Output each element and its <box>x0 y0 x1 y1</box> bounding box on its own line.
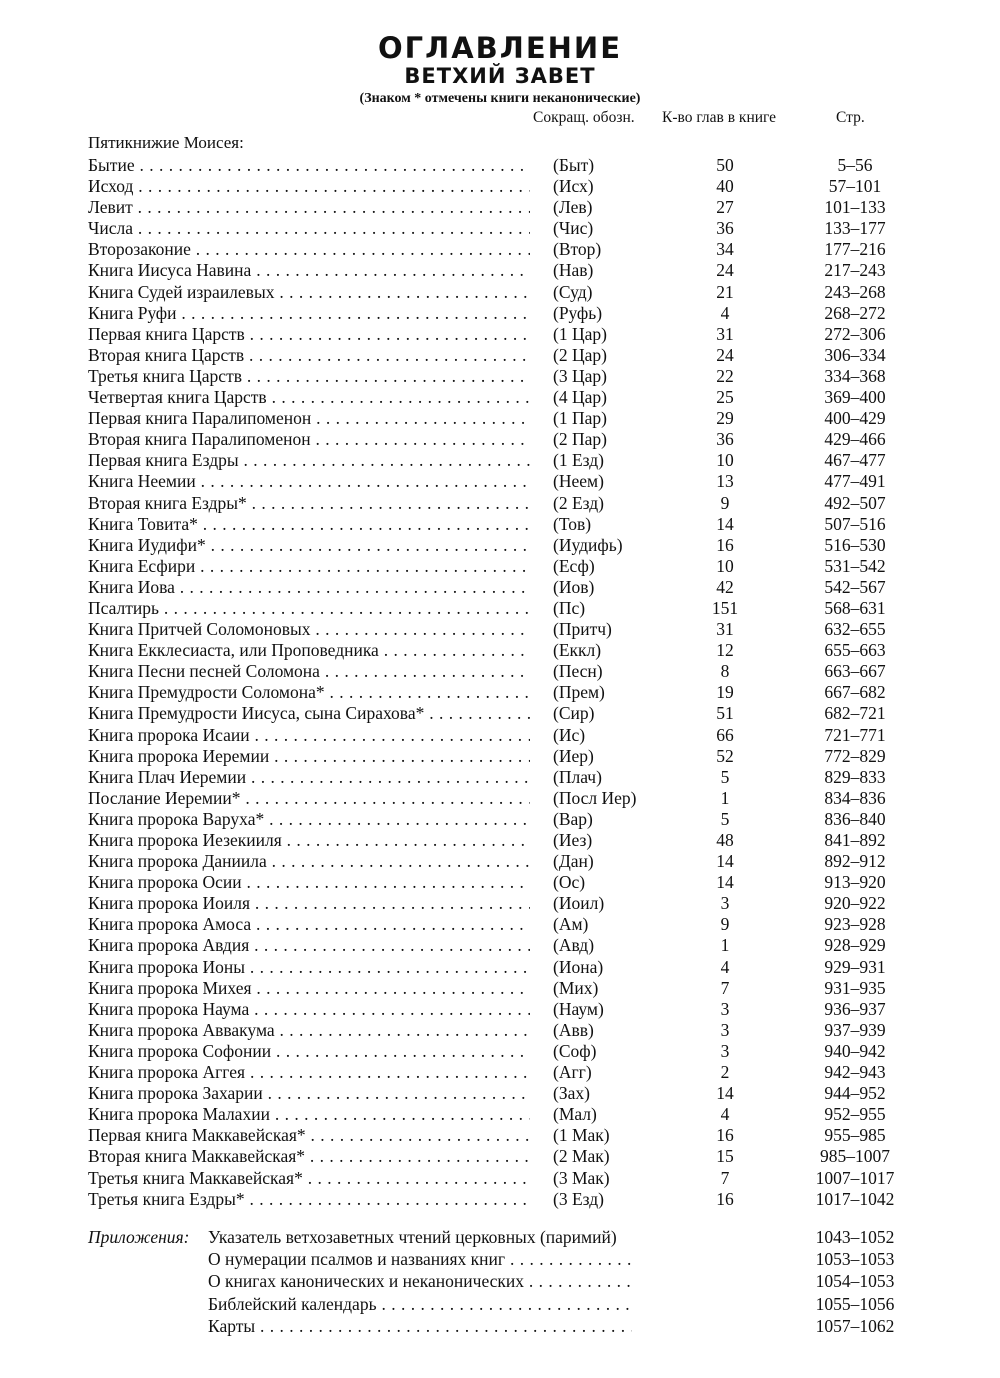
book-chapters: 1 <box>720 787 730 808</box>
book-pages: 836–840 <box>824 808 886 829</box>
book-abbr: (Плач) <box>553 766 602 787</box>
book-name: Третья книга Маккавейская* . . . <box>88 1168 530 1189</box>
book-chapters: 48 <box>716 830 734 850</box>
book-pages: 101–133 <box>824 197 886 218</box>
book-name: Книга пророка Даниила . . . <box>88 851 530 872</box>
book-chapters: 7 <box>720 1167 730 1188</box>
book-pages: 243–268 <box>824 281 886 302</box>
toc-row <box>0 260 1000 281</box>
appendix-item-pages: 1053–1053 <box>815 1249 895 1270</box>
book-pages: 272–306 <box>824 323 886 344</box>
book-chapters: 2 <box>720 1062 730 1083</box>
book-abbr: (Авв) <box>553 1019 594 1040</box>
book-abbr: (Иудифь) <box>553 534 623 555</box>
toc-row <box>0 1041 1000 1062</box>
book-name: Книга пророка Иезекииля . . . <box>88 830 530 851</box>
book-chapters: 8 <box>720 661 730 682</box>
book-pages: 682–721 <box>824 703 886 724</box>
book-chapters: 1 <box>720 935 730 956</box>
toc-row <box>0 366 1000 387</box>
book-chapters: 36 <box>716 218 734 239</box>
appendix-item-name: Карты . . . <box>208 1315 632 1337</box>
appendix-row <box>0 1270 1000 1292</box>
book-abbr: (Руфь) <box>553 302 603 323</box>
toc-row <box>0 746 1000 767</box>
toc-row <box>0 914 1000 935</box>
book-chapters: 13 <box>716 471 734 492</box>
book-name: Книга Есфири . . . <box>88 556 530 577</box>
book-chapters: 16 <box>716 1188 734 1209</box>
toc-row <box>0 1189 1000 1210</box>
toc-row <box>0 493 1000 514</box>
book-chapters: 29 <box>716 408 734 429</box>
book-pages: 829–833 <box>824 766 886 787</box>
toc-row <box>0 176 1000 197</box>
toc-row <box>0 1168 1000 1189</box>
book-pages: 369–400 <box>824 387 886 408</box>
book-name: Книга пророка Аггея . . . <box>88 1062 530 1083</box>
toc-row <box>0 725 1000 746</box>
book-chapters: 50 <box>716 155 734 175</box>
book-pages: 663–667 <box>824 661 886 682</box>
toc-row <box>0 893 1000 914</box>
book-abbr: (Еккл) <box>553 640 602 661</box>
book-name: Книга Притчей Соломоновых . . . <box>88 619 530 640</box>
book-abbr: (1 Езд) <box>553 450 604 471</box>
book-abbr: (Прем) <box>553 682 605 703</box>
book-abbr: (Ам) <box>553 914 589 935</box>
book-abbr: (Суд) <box>553 281 593 302</box>
book-pages: 133–177 <box>824 218 886 239</box>
toc-row <box>0 1062 1000 1083</box>
toc-row <box>0 598 1000 619</box>
book-name: Книга Песни песней Соломона . . . <box>88 661 530 682</box>
book-abbr: (Нав) <box>553 260 594 281</box>
book-abbr: (3 Мак) <box>553 1167 610 1188</box>
book-abbr: (1 Мак) <box>553 1125 610 1146</box>
appendix-list <box>0 1226 1000 1337</box>
book-abbr: (2 Пар) <box>553 429 607 450</box>
book-name: Псалтирь . . . <box>88 598 530 619</box>
book-name: Книга Иудифи* . . . <box>88 535 530 556</box>
page-subtitle: ВЕТХИЙ ЗАВЕТ <box>404 64 596 88</box>
book-pages: 892–912 <box>824 851 886 872</box>
column-header-abbr: Сокращ. обозн. <box>533 109 635 126</box>
toc-row <box>0 935 1000 956</box>
book-chapters: 9 <box>720 914 730 935</box>
book-chapters: 10 <box>716 555 734 576</box>
book-pages: 477–491 <box>824 471 886 492</box>
book-abbr: (Лев) <box>553 197 593 218</box>
book-pages: 306–334 <box>824 344 886 365</box>
book-pages: 655–663 <box>824 640 886 661</box>
book-name: Бытие . . . <box>88 155 530 176</box>
book-pages: 1017–1042 <box>815 1188 895 1209</box>
book-name: Книга Плач Иеремии . . . <box>88 767 530 788</box>
book-name: Книга пророка Осии . . . <box>88 872 530 893</box>
book-chapters: 51 <box>716 703 734 724</box>
book-pages: 400–429 <box>824 408 886 429</box>
book-abbr: (Мал) <box>553 1104 597 1125</box>
toc-row <box>0 978 1000 999</box>
toc-row <box>0 303 1000 324</box>
book-abbr: (Иоил) <box>553 893 605 914</box>
book-pages: 467–477 <box>824 450 886 471</box>
book-pages: 516–530 <box>824 534 886 555</box>
book-abbr: (Соф) <box>553 1040 597 1061</box>
toc-row <box>0 408 1000 429</box>
toc-row <box>0 851 1000 872</box>
toc-row <box>0 830 1000 851</box>
book-chapters: 5 <box>720 808 730 829</box>
toc-row <box>0 767 1000 788</box>
book-abbr: (Агг) <box>553 1062 592 1083</box>
toc-row <box>0 450 1000 471</box>
appendix-item-name: Указатель ветхозаветных чтений церковных (паримий) <box>208 1227 617 1247</box>
book-pages: 940–942 <box>824 1040 886 1061</box>
book-chapters: 31 <box>716 323 734 344</box>
book-pages: 952–955 <box>824 1104 886 1125</box>
book-abbr: (2 Мак) <box>553 1146 610 1167</box>
book-abbr: (Есф) <box>553 555 595 576</box>
book-name: Послание Иеремии* . . . <box>88 788 530 809</box>
toc-row <box>0 239 1000 260</box>
book-pages: 507–516 <box>824 513 886 534</box>
book-chapters: 151 <box>711 597 739 618</box>
book-pages: 429–466 <box>824 429 886 450</box>
book-abbr: (Иона) <box>553 956 604 977</box>
appendix-item-name: О нумерации псалмов и названиях книг . . . <box>208 1248 632 1270</box>
toc-row <box>0 324 1000 345</box>
book-pages: 217–243 <box>824 260 886 281</box>
book-abbr: (Вар) <box>553 808 593 829</box>
book-name: Книга Иова . . . <box>88 577 530 598</box>
book-chapters: 4 <box>720 956 730 977</box>
book-pages: 531–542 <box>824 555 886 576</box>
appendix-item-pages: 1057–1062 <box>815 1315 895 1336</box>
book-name: Книга Премудрости Иисуса, сына Сирахова* . . . <box>88 703 530 724</box>
book-abbr: (4 Цар) <box>553 387 607 408</box>
book-pages: 944–952 <box>824 1083 886 1104</box>
book-chapters: 14 <box>716 851 734 872</box>
book-abbr: (Зах) <box>553 1083 590 1104</box>
book-name: Книга пророка Аввакума . . . <box>88 1020 530 1041</box>
book-abbr: (3 Цар) <box>553 365 607 386</box>
appendix-row <box>0 1293 1000 1315</box>
book-abbr: (Исх) <box>553 176 594 197</box>
toc-row <box>0 809 1000 830</box>
book-pages: 568–631 <box>824 597 886 618</box>
toc-row <box>0 1125 1000 1146</box>
book-pages: 632–655 <box>824 619 886 640</box>
appendix-item-pages: 1054–1053 <box>815 1271 895 1292</box>
book-chapters: 16 <box>716 534 734 555</box>
book-chapters: 36 <box>716 429 734 450</box>
book-chapters: 14 <box>716 513 734 534</box>
book-name: Числа . . . <box>88 218 530 239</box>
book-chapters: 5 <box>720 766 730 787</box>
book-abbr: (Наум) <box>553 998 604 1019</box>
book-abbr: (Иов) <box>553 576 595 597</box>
book-name: Исход . . . <box>88 176 530 197</box>
book-name: Книга Иисуса Навина . . . <box>88 260 530 281</box>
toc-row <box>0 429 1000 450</box>
toc-row <box>0 577 1000 598</box>
toc-row <box>0 703 1000 724</box>
book-chapters: 3 <box>720 998 730 1019</box>
book-pages: 931–935 <box>824 977 886 998</box>
book-name: Книга пророка Исаии . . . <box>88 725 530 746</box>
toc-row <box>0 999 1000 1020</box>
book-abbr: (Неем) <box>553 471 604 492</box>
book-pages: 928–929 <box>824 935 886 956</box>
book-abbr: (Чис) <box>553 218 594 239</box>
book-pages: 721–771 <box>824 724 886 745</box>
book-chapters: 52 <box>716 745 734 766</box>
book-chapters: 34 <box>716 239 734 260</box>
book-pages: 334–368 <box>824 365 886 386</box>
book-name: Вторая книга Царств . . . <box>88 345 530 366</box>
toc-row <box>0 1146 1000 1167</box>
book-pages: 841–892 <box>824 830 886 850</box>
book-abbr: (Иез) <box>553 830 593 850</box>
book-abbr: (Пс) <box>553 597 586 618</box>
book-abbr: (Посл Иер) <box>553 787 637 808</box>
book-name: Книга пророка Михея . . . <box>88 978 530 999</box>
toc-row <box>0 471 1000 492</box>
book-abbr: (Сир) <box>553 703 595 724</box>
book-name: Левит . . . <box>88 197 530 218</box>
book-pages: 937–939 <box>824 1019 886 1040</box>
appendix-row <box>0 1315 1000 1337</box>
book-chapters: 3 <box>720 1019 730 1040</box>
book-pages: 985–1007 <box>820 1146 890 1167</box>
book-name: Книга пророка Иеремии . . . <box>88 746 530 767</box>
book-abbr: (Притч) <box>553 619 612 640</box>
toc-row <box>0 1020 1000 1041</box>
book-name: Книга пророка Амоса . . . <box>88 914 530 935</box>
book-chapters: 4 <box>720 1104 730 1125</box>
book-abbr: (Авд) <box>553 935 595 956</box>
book-chapters: 24 <box>716 344 734 365</box>
book-name: Второзаконие . . . <box>88 239 530 260</box>
book-chapters: 24 <box>716 260 734 281</box>
book-name: Вторая книга Маккавейская* . . . <box>88 1146 530 1167</box>
book-chapters: 19 <box>716 682 734 703</box>
book-name: Вторая книга Паралипоменон . . . <box>88 429 530 450</box>
toc-row <box>0 640 1000 661</box>
book-name: Книга пророка Варуха* . . . <box>88 809 530 830</box>
book-chapters: 7 <box>720 977 730 998</box>
books-list <box>0 155 1000 1210</box>
book-pages: 955–985 <box>824 1125 886 1146</box>
book-pages: 667–682 <box>824 682 886 703</box>
book-name: Книга пророка Ионы . . . <box>88 957 530 978</box>
book-name: Книга пророка Иоиля . . . <box>88 893 530 914</box>
canonical-note: (Знаком * отмечены книги неканонические) <box>359 91 641 106</box>
toc-row <box>0 197 1000 218</box>
book-abbr: (Песн) <box>553 661 603 682</box>
book-pages: 923–928 <box>824 914 886 935</box>
book-pages: 177–216 <box>824 239 886 260</box>
appendix-item-name: Библейский календарь . . . <box>208 1293 632 1315</box>
book-pages: 5–56 <box>837 155 873 175</box>
toc-row <box>0 1104 1000 1125</box>
book-chapters: 15 <box>716 1146 734 1167</box>
book-chapters: 22 <box>716 365 734 386</box>
appendix-item-name: О книгах канонических и неканонических . . . <box>208 1270 632 1292</box>
book-name: Книга пророка Софонии . . . <box>88 1041 530 1062</box>
book-name: Книга пророка Наума . . . <box>88 999 530 1020</box>
book-pages: 936–937 <box>824 998 886 1019</box>
book-name: Книга Неемии . . . <box>88 471 530 492</box>
book-chapters: 14 <box>716 872 734 893</box>
book-chapters: 42 <box>716 576 734 597</box>
section-title: Пятикнижие Моисея: <box>88 133 244 152</box>
book-name: Книга Товита* . . . <box>88 514 530 535</box>
book-chapters: 9 <box>720 492 730 513</box>
book-abbr: (Ос) <box>553 872 586 893</box>
book-name: Книга пророка Захарии . . . <box>88 1083 530 1104</box>
toc-row <box>0 387 1000 408</box>
book-name: Книга пророка Авдия . . . <box>88 935 530 956</box>
book-pages: 1007–1017 <box>815 1167 895 1188</box>
page-title: ОГЛАВЛЕНИЕ <box>377 31 622 65</box>
toc-row <box>0 155 1000 176</box>
book-name: Книга Руфи . . . <box>88 303 530 324</box>
toc-row <box>0 957 1000 978</box>
book-abbr: (Дан) <box>553 851 594 872</box>
book-abbr: (3 Езд) <box>553 1188 604 1209</box>
book-name: Книга Екклесиаста, или Проповедника . . . <box>88 640 530 661</box>
book-name: Четвертая книга Царств . . . <box>88 387 530 408</box>
book-name: Первая книга Паралипоменон . . . <box>88 408 530 429</box>
column-header-pages: Стр. <box>836 109 865 126</box>
toc-row <box>0 535 1000 556</box>
book-abbr: (Иер) <box>553 745 594 766</box>
book-pages: 942–943 <box>824 1062 886 1083</box>
book-chapters: 14 <box>716 1083 734 1104</box>
book-name: Третья книга Царств . . . <box>88 366 530 387</box>
book-chapters: 21 <box>716 281 734 302</box>
book-pages: 57–101 <box>828 176 882 197</box>
book-chapters: 4 <box>720 302 730 323</box>
book-abbr: (1 Пар) <box>553 408 607 429</box>
book-name: Вторая книга Ездры* . . . <box>88 493 530 514</box>
appendix-item-pages: 1055–1056 <box>815 1293 895 1314</box>
book-pages: 772–829 <box>824 745 886 766</box>
book-name: Книга пророка Малахии . . . <box>88 1104 530 1125</box>
toc-row <box>0 282 1000 303</box>
book-pages: 492–507 <box>824 492 886 513</box>
book-name: Первая книга Царств . . . <box>88 324 530 345</box>
book-chapters: 3 <box>720 893 730 914</box>
book-abbr: (Быт) <box>553 155 595 175</box>
book-chapters: 40 <box>716 176 734 197</box>
appendix-item-pages: 1043–1052 <box>815 1227 895 1247</box>
book-name: Книга Судей израилевых . . . <box>88 282 530 303</box>
book-name: Первая книга Ездры . . . <box>88 450 530 471</box>
book-abbr: (2 Цар) <box>553 344 607 365</box>
book-chapters: 12 <box>716 640 734 661</box>
book-pages: 542–567 <box>824 576 886 597</box>
book-abbr: (2 Езд) <box>553 492 604 513</box>
book-pages: 929–931 <box>824 956 886 977</box>
toc-row <box>0 218 1000 239</box>
toc-row <box>0 556 1000 577</box>
book-chapters: 25 <box>716 387 734 408</box>
book-chapters: 10 <box>716 450 734 471</box>
book-name: Книга Премудрости Соломона* . . . <box>88 682 530 703</box>
book-name: Первая книга Маккавейская* . . . <box>88 1125 530 1146</box>
book-pages: 268–272 <box>824 302 886 323</box>
book-abbr: (Ис) <box>553 724 586 745</box>
book-chapters: 31 <box>716 619 734 640</box>
appendix-row <box>0 1248 1000 1270</box>
toc-row <box>0 682 1000 703</box>
toc-row <box>0 514 1000 535</box>
book-abbr: (Втор) <box>553 239 602 260</box>
book-abbr: (1 Цар) <box>553 323 607 344</box>
toc-row <box>0 872 1000 893</box>
toc-row <box>0 1083 1000 1104</box>
toc-row <box>0 788 1000 809</box>
column-header-chapters: К-во глав в книге <box>662 109 777 126</box>
toc-row <box>0 345 1000 366</box>
toc-row <box>0 619 1000 640</box>
book-pages: 913–920 <box>824 872 886 893</box>
book-pages: 834–836 <box>824 787 886 808</box>
appendix-label: Приложения: <box>88 1227 190 1247</box>
book-chapters: 66 <box>716 724 734 745</box>
book-chapters: 27 <box>716 197 734 218</box>
toc-row <box>0 661 1000 682</box>
book-abbr: (Мих) <box>553 977 599 998</box>
book-pages: 920–922 <box>824 893 886 914</box>
book-chapters: 3 <box>720 1040 730 1061</box>
book-name: Третья книга Ездры* . . . <box>88 1189 530 1210</box>
book-chapters: 16 <box>716 1125 734 1146</box>
appendix-row <box>0 1226 1000 1248</box>
book-abbr: (Тов) <box>553 513 592 534</box>
